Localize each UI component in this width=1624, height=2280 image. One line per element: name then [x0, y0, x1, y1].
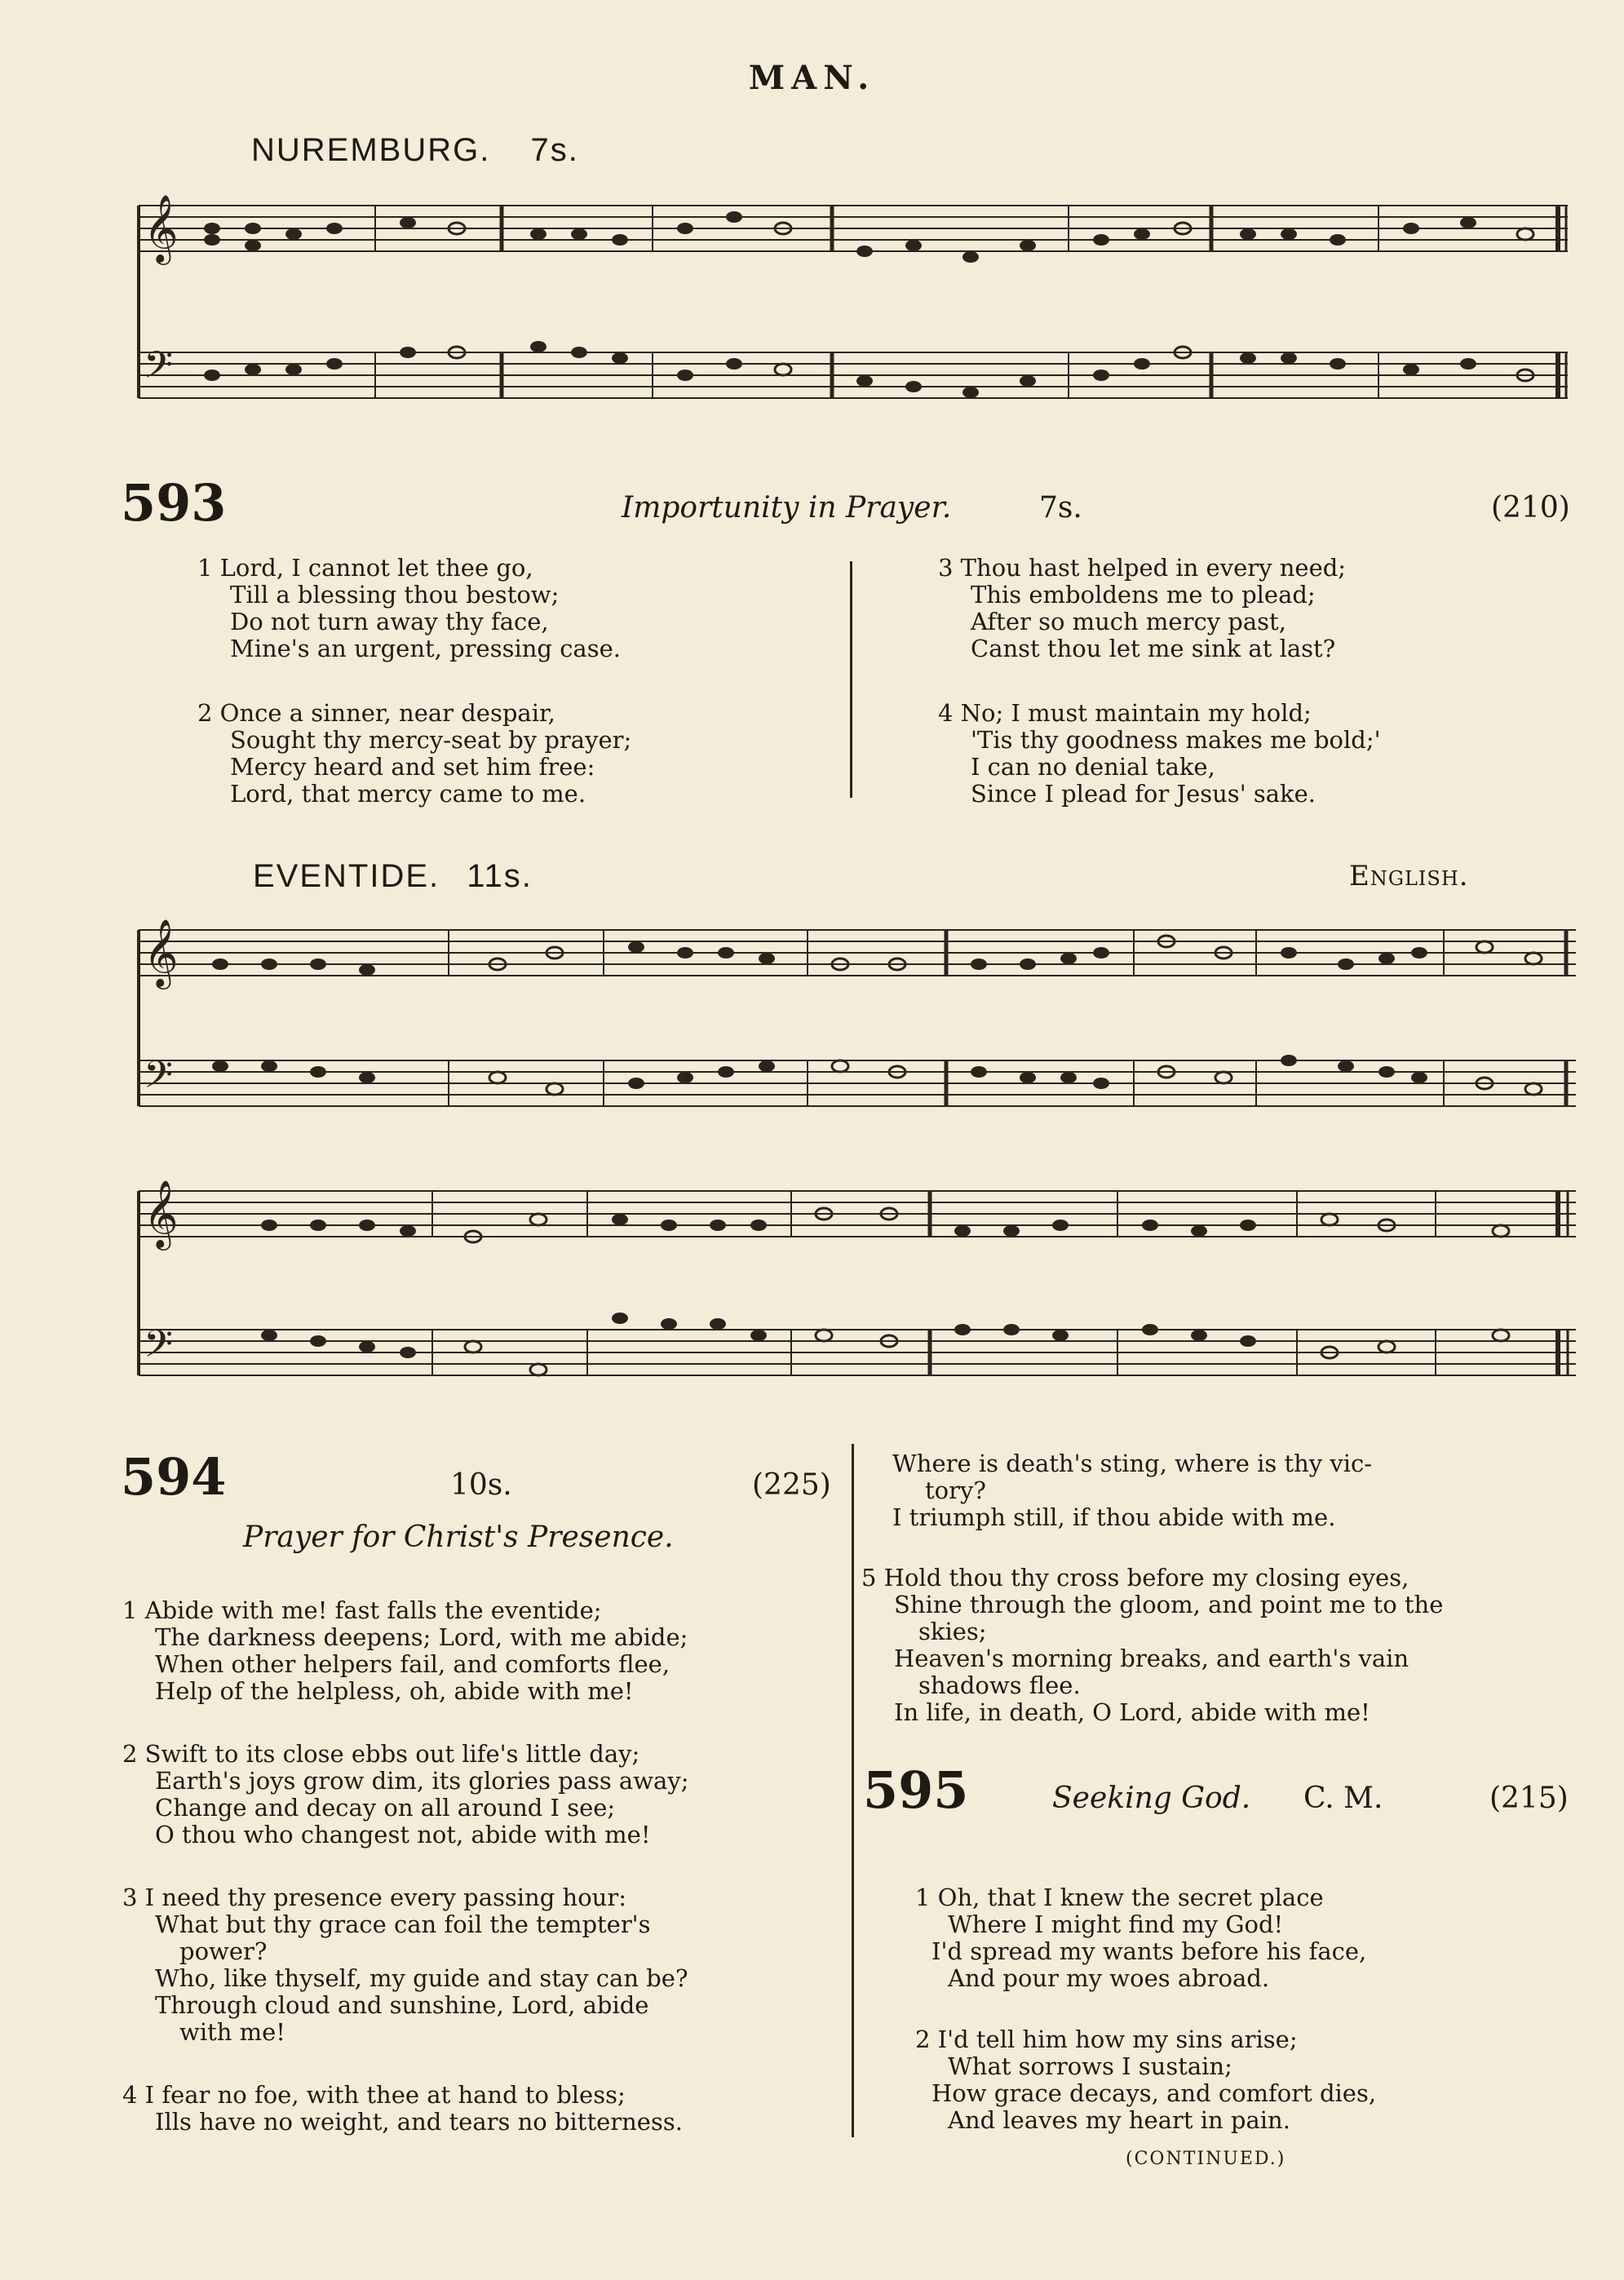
svg-text:𝄢: 𝄢: [144, 1322, 174, 1375]
music-score-eventide-1: [131, 905, 1582, 1142]
verse-line: The darkness deepens; Lord, with me abide;: [155, 1623, 688, 1651]
verse-line: I can no denial take,: [971, 753, 1215, 781]
hymn-ref: (210): [1491, 491, 1570, 525]
tune-name: EVENTIDE.: [253, 858, 440, 894]
verse-line: 3 I need thy presence every passing hour:: [122, 1884, 626, 1911]
hymn-title: Prayer for Christ's Presence.: [243, 1521, 674, 1554]
verse-594-4-continuation: [892, 1450, 1372, 1531]
svg-text:𝄞: 𝄞: [144, 918, 179, 986]
hymn-number: 593: [121, 473, 227, 533]
music-staff-svg: [131, 905, 1582, 1142]
verse-line: How grace decays, and comfort dies,: [931, 2079, 1377, 2107]
verse-line: Through cloud and sunshine, Lord, abide: [155, 1991, 649, 2019]
hymn-ref: (225): [752, 1468, 831, 1502]
verse-594-2: [122, 1741, 688, 1848]
verse-line: What sorrows I sustain;: [948, 2052, 1232, 2080]
hymn-number: 594: [121, 1447, 227, 1507]
verse-line: Who, like thyself, my guide and stay can be?: [155, 1964, 688, 1992]
svg-text:𝄢: 𝄢: [144, 343, 174, 396]
verse-line: Mine's an urgent, pressing case.: [230, 635, 621, 662]
tune-title-eventide: [253, 858, 533, 895]
verse-line: Since I plead for Jesus' sake.: [971, 780, 1316, 808]
tune-name: NUREMBURG.: [251, 132, 491, 168]
svg-text:𝄞: 𝄞: [144, 1179, 179, 1247]
verse-594-5: [861, 1565, 1443, 1726]
verse-593-3: [938, 555, 1346, 662]
verse-line: 5 Hold thou thy cross before my closing eyes,: [861, 1564, 1409, 1592]
verse-594-1: [122, 1597, 688, 1705]
continued-note: (CONTINUED.): [1126, 2149, 1286, 2169]
verse-line: Earth's joys grow dim, its glories pass away;: [155, 1767, 689, 1795]
music-score-eventide-2: [131, 1158, 1582, 1428]
verse-line: Ills have no weight, and tears no bitterness.: [155, 2108, 683, 2136]
verse-line: Where is death's sting, where is thy vic-: [892, 1450, 1373, 1477]
svg-text:𝄢: 𝄢: [144, 1053, 174, 1106]
verse-593-1: [197, 555, 621, 662]
music-staff-svg: [131, 181, 1574, 434]
verse-line: tory?: [925, 1476, 986, 1504]
verse-line: 'Tis thy goodness makes me bold;': [971, 726, 1381, 754]
verse-line: Help of the helpless, oh, abide with me!: [155, 1677, 634, 1705]
verse-line: This emboldens me to plead;: [971, 581, 1316, 609]
verse-line: Lord, that mercy came to me.: [230, 780, 586, 808]
verse-line: What but thy grace can foil the tempter's: [155, 1910, 651, 1938]
verse-line: 1 Oh, that I knew the secret place: [915, 1884, 1324, 1911]
tune-title-nuremburg: [251, 132, 579, 169]
verse-line: I triumph still, if thou abide with me.: [892, 1503, 1336, 1531]
music-staff-svg: [131, 1158, 1582, 1428]
verse-line: In life, in death, O Lord, abide with me!: [894, 1698, 1370, 1726]
verse-line: I'd spread my wants before his face,: [931, 1937, 1367, 1965]
column-divider: [852, 1444, 854, 2137]
verse-line: 4 No; I must maintain my hold;: [938, 699, 1312, 727]
verse-line: And pour my woes abroad.: [948, 1964, 1270, 1992]
tune-meter: 11s.: [467, 858, 533, 894]
verse-line: And leaves my heart in pain.: [948, 2106, 1290, 2134]
hymn-number: 595: [863, 1760, 969, 1820]
hymn-meter: C. M.: [1303, 1782, 1383, 1815]
verse-line: 1 Abide with me! fast falls the eventide;: [122, 1596, 602, 1624]
verse-line: Heaven's morning breaks, and earth's vain: [894, 1645, 1409, 1672]
verse-line: O thou who changest not, abide with me!: [155, 1821, 651, 1848]
verse-line: After so much mercy past,: [971, 608, 1286, 635]
verse-line: 2 I'd tell him how my sins arise;: [915, 2025, 1298, 2053]
verse-line: Where I might find my God!: [948, 1910, 1284, 1938]
verse-line: Canst thou let me sink at last?: [971, 635, 1336, 662]
verse-line: Shine through the gloom, and point me to the: [894, 1591, 1444, 1618]
verse-595-2: [915, 2026, 1376, 2134]
column-divider: [850, 561, 852, 798]
svg-text:𝄞: 𝄞: [144, 193, 179, 262]
verse-594-3: [122, 1884, 688, 2046]
verse-594-4: [122, 2082, 683, 2136]
verse-595-1: [915, 1884, 1366, 1992]
hymn-title: Seeking God.: [1052, 1782, 1251, 1815]
hymn-meter: 10s.: [450, 1468, 512, 1502]
hymn-ref: (215): [1489, 1782, 1569, 1815]
verse-line: Mercy heard and set him free:: [230, 753, 595, 781]
verse-line: 3 Thou hast helped in every need;: [938, 554, 1347, 582]
hymn-meter: 7s.: [1039, 491, 1082, 525]
verse-line: When other helpers fail, and comforts flee,: [155, 1650, 670, 1678]
verse-line: skies;: [918, 1618, 987, 1645]
verse-593-4: [938, 700, 1381, 808]
verse-line: 4 I fear no foe, with thee at hand to bless;: [122, 2081, 626, 2109]
hymn-title: Importunity in Prayer.: [622, 491, 952, 525]
verse-line: Do not turn away thy face,: [230, 608, 549, 635]
verse-line: shadows flee.: [918, 1671, 1081, 1699]
tune-meter: 7s.: [530, 132, 579, 168]
music-score-nuremburg: [131, 181, 1574, 434]
composer: English.: [1349, 860, 1469, 892]
verse-line: power?: [179, 1937, 268, 1965]
verse-line: 2 Swift to its close ebbs out life's little day;: [122, 1740, 640, 1768]
page-header: MAN.: [748, 59, 876, 97]
verse-line: 1 Lord, I cannot let thee go,: [197, 554, 533, 582]
verse-line: Change and decay on all around I see;: [155, 1794, 616, 1822]
verse-line: 2 Once a sinner, near despair,: [197, 699, 555, 727]
verse-line: with me!: [179, 2018, 285, 2046]
verse-line: Sought thy mercy-seat by prayer;: [230, 726, 632, 754]
verse-593-2: [197, 700, 631, 808]
verse-line: Till a blessing thou bestow;: [230, 581, 560, 609]
